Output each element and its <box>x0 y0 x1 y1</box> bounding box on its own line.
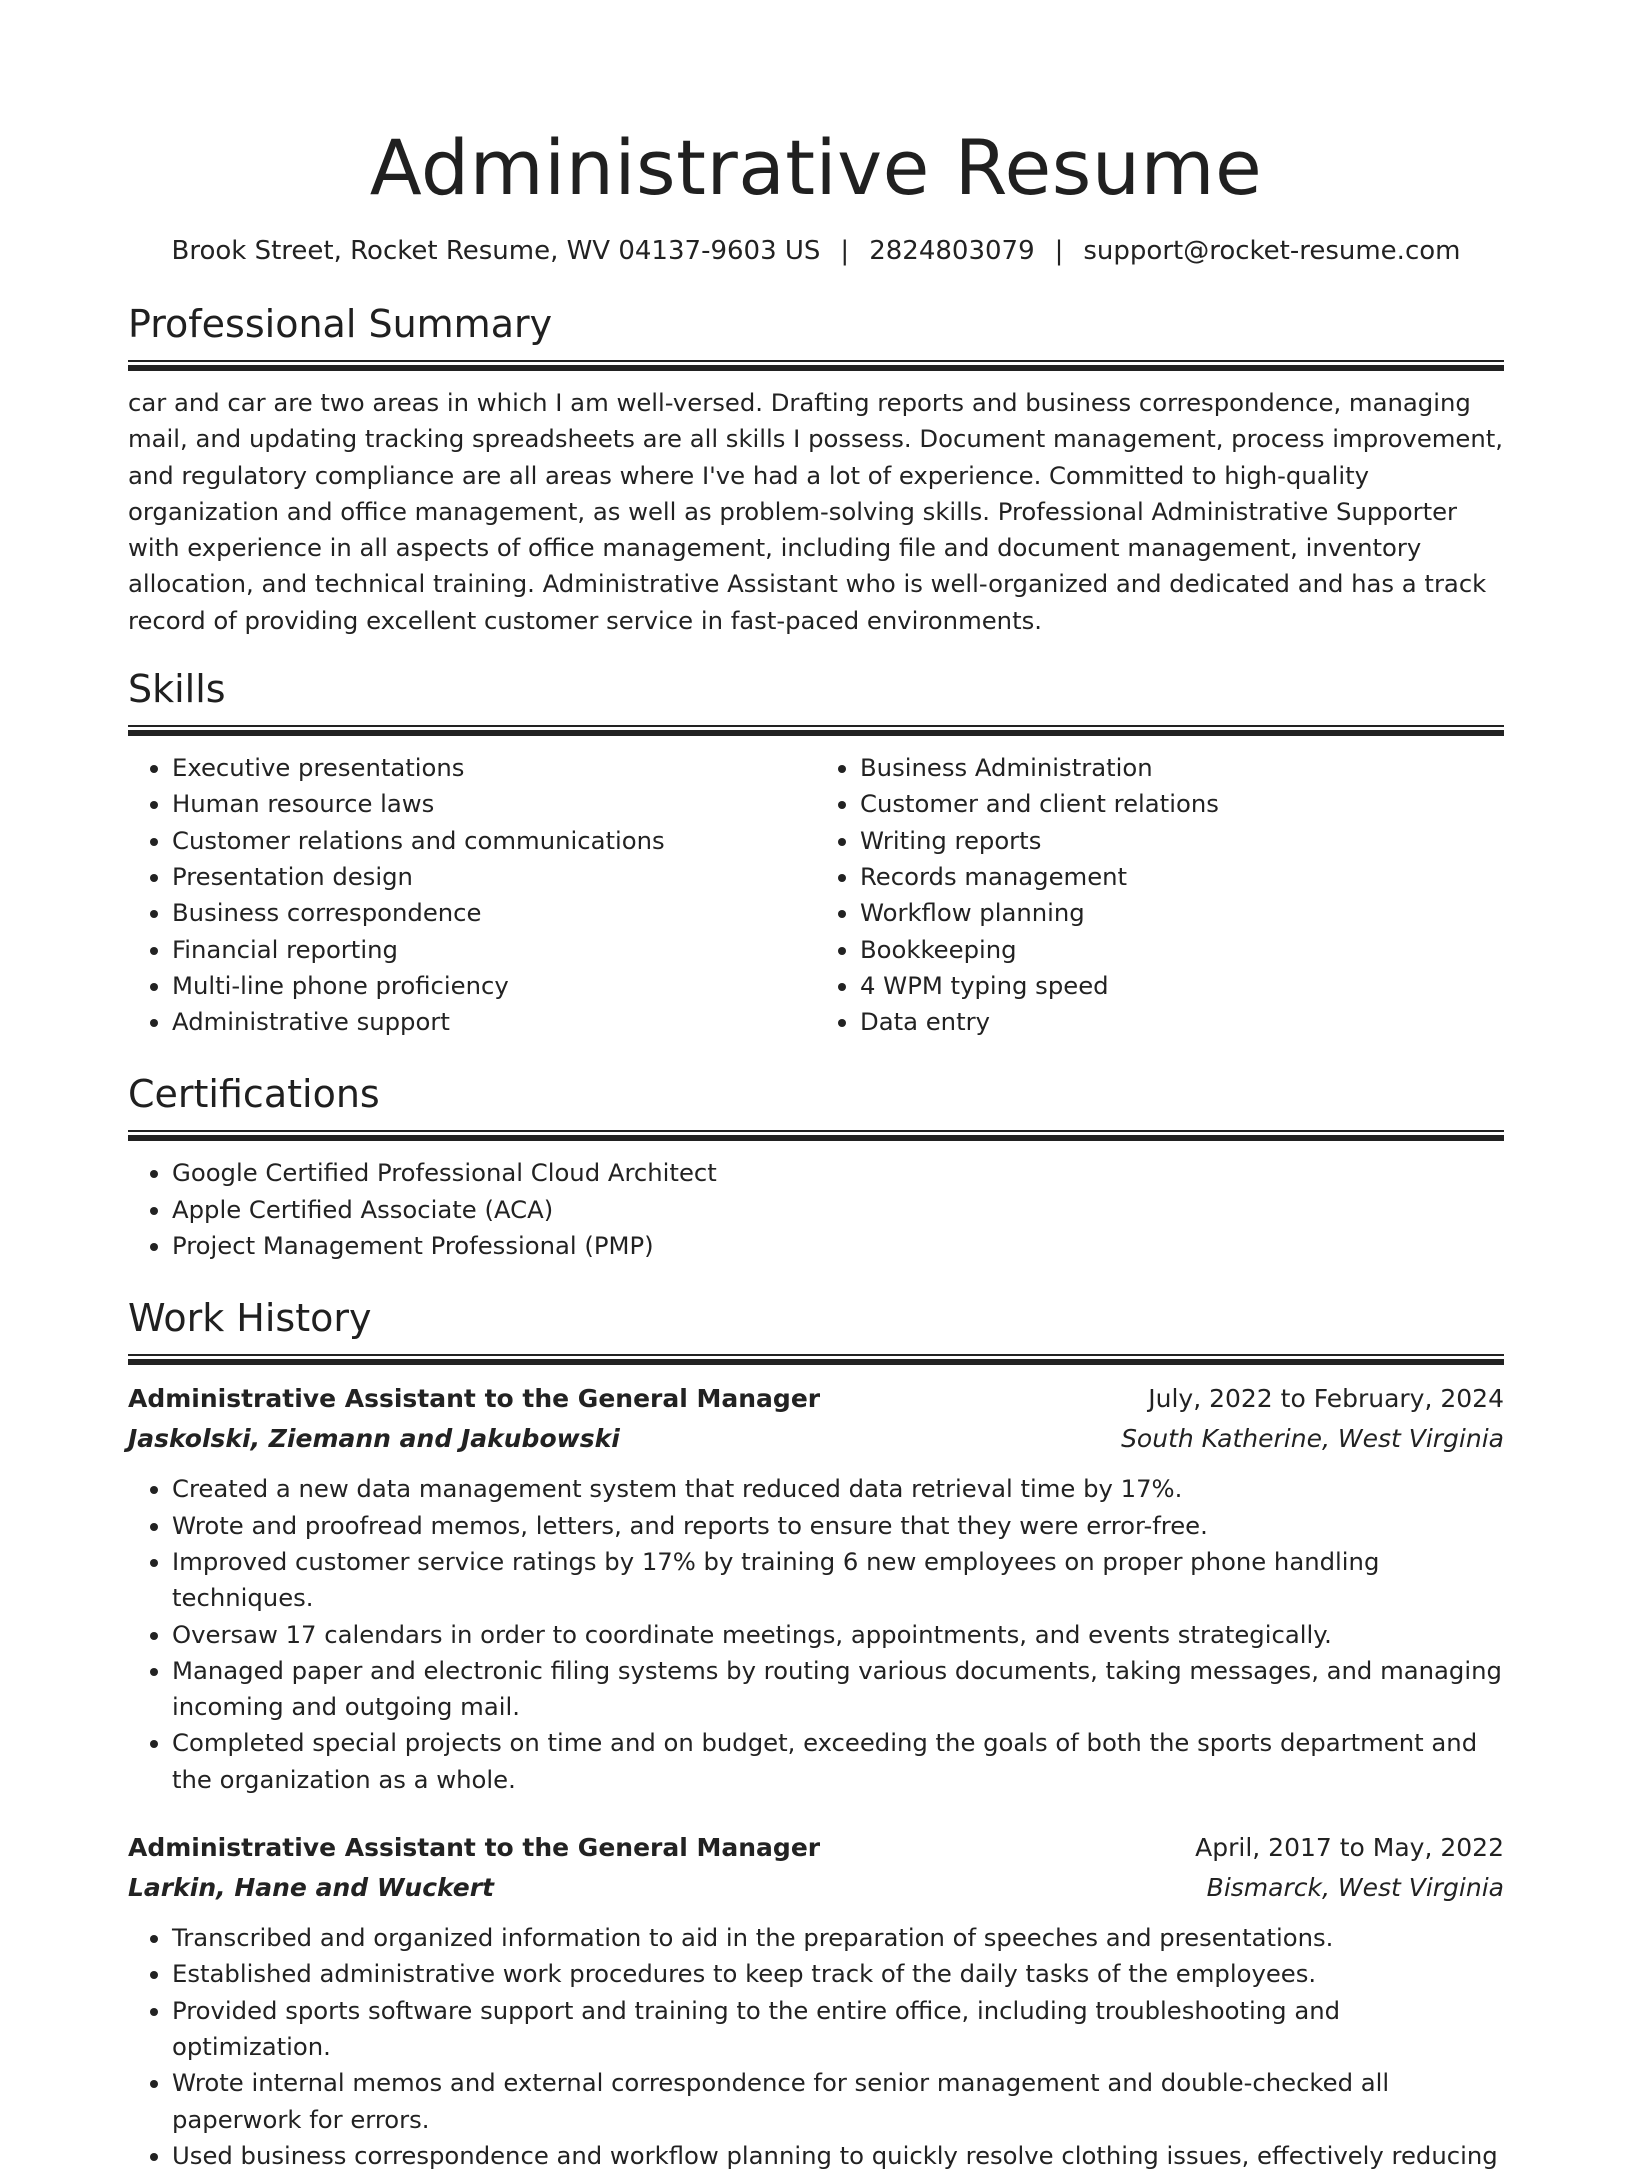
job-header <box>128 1379 1504 1419</box>
certification-item: • Google Certified Professional Cloud Architect <box>172 1155 1504 1191</box>
job-entry <box>128 1379 1504 1798</box>
job-bullets <box>128 1920 1504 2174</box>
skill-item: • Data entry <box>860 1004 1504 1040</box>
summary-text: car and car are two areas in which I am well-versed. Drafting reports and business correspondence, managing mail, and updating tracking spreadsheets are all skills I possess. Document management, process improvement, and regulatory compliance are all areas where I've had a lot of experience. Committed to high-quality organization and office management, as well as problem-solving skills. Professional Administrative Supporter with experience in all aspects of office management, including file and document management, inventory allocation, and technical training. Administrative Assistant who is well-organized and dedicated and has a track record of providing excellent customer service in fast-paced environments. <box>128 388 1504 635</box>
job-bullet: • Wrote and proofread memos, letters, and reports to ensure that they were error-free. <box>172 1508 1504 1544</box>
skills-columns <box>128 750 1504 1040</box>
section-heading-certifications: Certifications <box>128 1072 380 1117</box>
section-divider <box>128 725 1504 736</box>
contact-line <box>128 234 1504 268</box>
job-dates: April, 2017 to May, 2022 <box>1195 1833 1504 1863</box>
contact-phone: 2824803079 <box>869 236 1035 266</box>
skills-section <box>128 665 1504 1040</box>
skill-item: • Financial reporting <box>172 932 816 968</box>
skill-item: • Business Administration <box>860 750 1504 786</box>
skill-item: • Bookkeeping <box>860 932 1504 968</box>
job-company: Larkin, Hane and Wuckert <box>128 1873 495 1903</box>
section-divider <box>128 1354 1504 1365</box>
job-bullet: • Used business correspondence and workflow planning to quickly resolve clothing issues, effectively reducing <box>172 2138 1504 2174</box>
skill-item: • Human resource laws <box>172 786 816 822</box>
section-divider <box>128 1130 1504 1141</box>
certifications-list <box>128 1155 1504 1264</box>
skill-item: • Customer and client relations <box>860 786 1504 822</box>
job-bullet: • Improved customer service ratings by 17% by training 6 new employees on proper phone handling techniques. <box>172 1544 1504 1617</box>
job-subheader <box>128 1868 1504 1908</box>
skill-item: • Workflow planning <box>860 895 1504 931</box>
resume-content <box>128 120 1504 2174</box>
job-bullet: • Completed special projects on time and on budget, exceeding the goals of both the sports department and the organization as a whole. <box>172 1725 1504 1798</box>
skill-item: • Business correspondence <box>172 895 816 931</box>
section-divider <box>128 360 1504 371</box>
job-subheader <box>128 1419 1504 1459</box>
certification-item: • Project Management Professional (PMP) <box>172 1228 1504 1264</box>
job-bullet: • Managed paper and electronic filing systems by routing various documents, taking messages, and managing incoming and outgoing mail. <box>172 1653 1504 1726</box>
job-bullet: • Wrote internal memos and external correspondence for senior management and double-checked all paperwork for errors. <box>172 2065 1504 2138</box>
job-location: South Katherine, West Virginia <box>1121 1424 1504 1454</box>
skill-item: • Writing reports <box>860 823 1504 859</box>
job-header <box>128 1828 1504 1868</box>
section-heading-summary: Professional Summary <box>128 302 553 346</box>
job-bullet: • Provided sports software support and training to the entire office, including troubleshooting and optimization. <box>172 1993 1504 2066</box>
job-bullet: • Established administrative work procedures to keep track of the daily tasks of the employees. <box>172 1956 1504 1992</box>
skill-item: • Customer relations and communications <box>172 823 816 859</box>
work-history-section <box>128 1294 1504 2174</box>
job-location: Bismarck, West Virginia <box>1206 1873 1504 1903</box>
section-heading-work-history: Work History <box>128 1296 372 1341</box>
skill-item: • 4 WPM typing speed <box>860 968 1504 1004</box>
skill-item: • Administrative support <box>172 1004 816 1040</box>
job-title: Administrative Assistant to the General Manager <box>128 1384 821 1414</box>
contact-email: support@rocket-resume.com <box>1083 236 1461 266</box>
job-bullet: • Transcribed and organized information to aid in the preparation of speeches and presentations. <box>172 1920 1504 1956</box>
skills-list-right <box>816 750 1504 1040</box>
section-heading-skills: Skills <box>128 667 226 712</box>
summary-section <box>128 300 1504 639</box>
contact-separator: | <box>840 236 850 266</box>
resume-title: Administrative Resume <box>369 123 1263 212</box>
job-entry <box>128 1828 1504 2174</box>
job-bullet: • Oversaw 17 calendars in order to coordinate meetings, appointments, and events strategically. <box>172 1617 1504 1653</box>
skill-item: • Presentation design <box>172 859 816 895</box>
certification-item: • Apple Certified Associate (ACA) <box>172 1192 1504 1228</box>
skill-item: • Multi-line phone proficiency <box>172 968 816 1004</box>
skills-list-left <box>128 750 816 1040</box>
certifications-section <box>128 1070 1504 1264</box>
job-dates: July, 2022 to February, 2024 <box>1148 1384 1504 1414</box>
skill-item: • Records management <box>860 859 1504 895</box>
job-bullet: • Created a new data management system that reduced data retrieval time by 17%. <box>172 1471 1504 1507</box>
contact-separator: | <box>1054 236 1064 266</box>
skill-item: • Executive presentations <box>172 750 816 786</box>
job-title: Administrative Assistant to the General Manager <box>128 1833 821 1863</box>
job-company: Jaskolski, Ziemann and Jakubowski <box>128 1424 620 1454</box>
job-bullets <box>128 1471 1504 1798</box>
contact-address: Brook Street, Rocket Resume, WV 04137-9603 US <box>171 236 821 266</box>
